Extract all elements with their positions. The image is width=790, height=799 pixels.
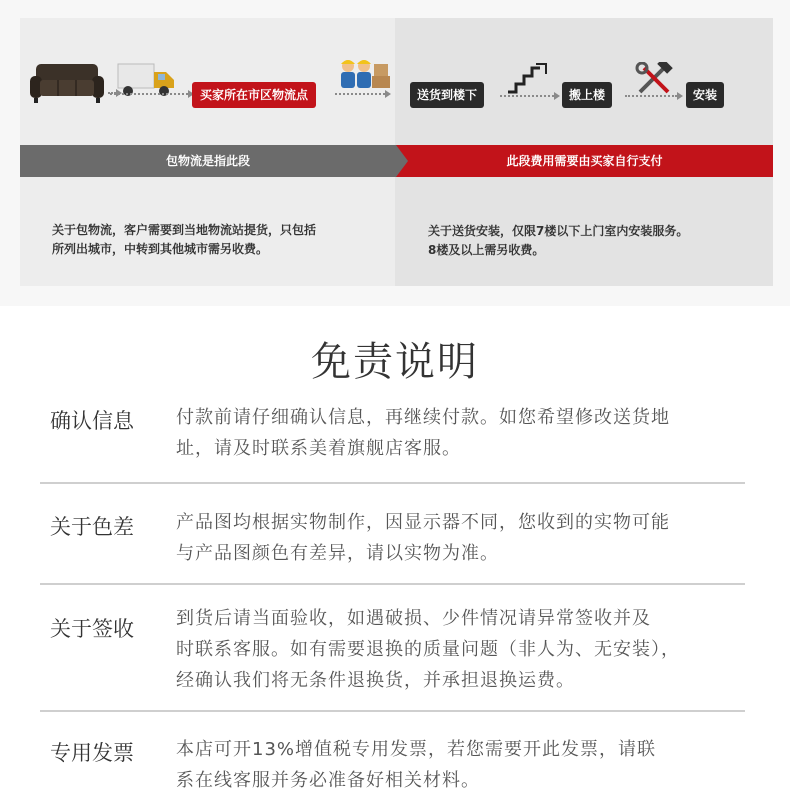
row-label-confirm-info: 确认信息 xyxy=(50,409,134,433)
band-arrow-notch xyxy=(396,145,408,177)
row-text-confirm-info: 付款前请仔细确认信息，再继续付款。如您希望修改送货地 址，请及时联系美着旗舰店客服。 xyxy=(176,407,670,459)
flow-arrow xyxy=(625,95,677,97)
logistics-note-right: 关于送货安装，仅限7楼以下上门室内安装服务。 8楼及以上需另收费。 xyxy=(428,224,689,257)
logistics-coverage-band: 包物流是指此段 xyxy=(20,145,396,177)
row-text-signing: 到货后请当面验收，如遇破损、少件情况请异常签收并及 时联系客服。如有需要退换的质量问题（非人为、无安装）， 经确认我们将无条件退换货，并承担退换运费。 xyxy=(176,608,680,691)
deliver-downstairs-tag: 送货到楼下 xyxy=(410,82,484,108)
row-text-color-difference: 产品图均根据实物制作，因显示器不同，您收到的实物可能 与产品图颜色有差异，请以实物为准。 xyxy=(176,512,670,564)
workers-icon xyxy=(336,56,392,92)
carry-upstairs-tag: 搬上楼 xyxy=(562,82,612,108)
row-label-invoice: 专用发票 xyxy=(50,741,134,765)
buyer-paid-band: 此段费用需要由买家自行支付 xyxy=(396,145,773,177)
row-text-invoice: 本店可开13%增值税专用发票，若您需要开此发票，请联 系在线客服并务必准备好相关材料。 xyxy=(176,739,657,791)
buyer-city-logistics-tag: 买家所在市区物流点 xyxy=(192,82,316,108)
row-divider xyxy=(40,482,745,484)
flow-arrow xyxy=(335,93,385,95)
row-divider xyxy=(40,710,745,712)
disclaimer-title: 免责说明 xyxy=(311,339,479,385)
tools-icon xyxy=(634,62,674,96)
row-label-color-difference: 关于色差 xyxy=(50,515,134,539)
flow-arrow xyxy=(110,93,188,95)
row-divider xyxy=(40,583,745,585)
flow-arrow xyxy=(500,95,554,97)
row-label-signing: 关于签收 xyxy=(50,617,134,641)
sofa-icon xyxy=(28,62,106,104)
logistics-note-left: 关于包物流，客户需要到当地物流站提货，只包括 所列出城市，中转到其他城市需另收费。 xyxy=(52,223,317,256)
install-tag: 安装 xyxy=(686,82,724,108)
stairs-icon xyxy=(506,62,550,94)
